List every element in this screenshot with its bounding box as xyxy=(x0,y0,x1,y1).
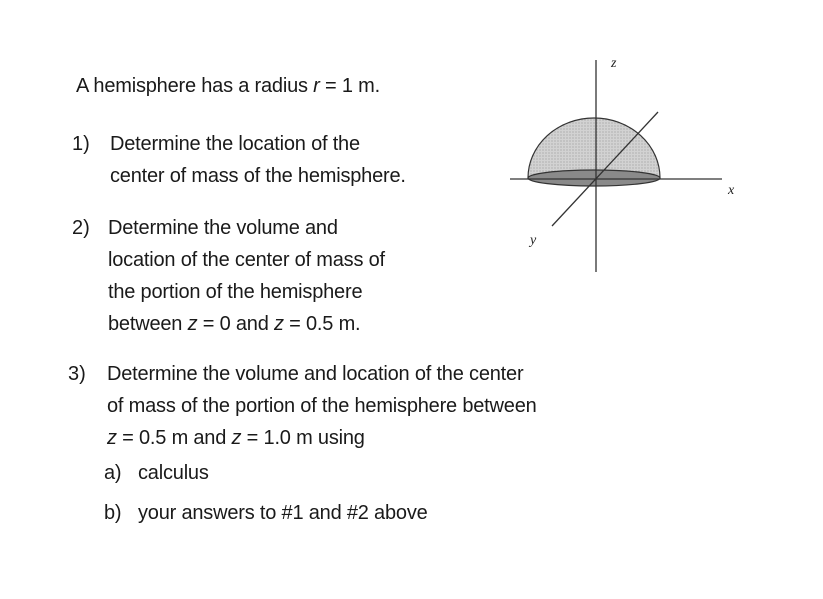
q2-ll-v1: z xyxy=(187,313,198,335)
question-2-line-4 xyxy=(108,308,385,340)
subitem-a-text: calculus xyxy=(138,462,209,484)
q2-ll-b: = 0 and xyxy=(197,313,274,335)
question-1-number: 1) xyxy=(72,133,90,155)
q2-ll-a: between xyxy=(108,313,188,335)
q3-ll-v1: z xyxy=(107,427,117,449)
q2-ll-v2: z xyxy=(274,313,284,335)
hemisphere-base xyxy=(528,170,660,186)
question-2-line-2: location of the center of mass of xyxy=(108,249,385,271)
question-1-text xyxy=(110,128,406,192)
intro-statement xyxy=(76,70,380,102)
intro-prefix: A hemisphere has a radius xyxy=(76,75,314,97)
question-1-line-1: Determine the location of the xyxy=(110,133,360,155)
question-3-text xyxy=(107,358,537,454)
question-2-number: 2) xyxy=(72,217,90,239)
q3-ll-b: = 1.0 m using xyxy=(241,427,365,449)
subitem-b-label: b) xyxy=(104,502,122,524)
question-3-line-2: of mass of the portion of the hemisphere between xyxy=(107,395,537,417)
question-2-line-3: the portion of the hemisphere xyxy=(108,281,363,303)
question-2-line-1: Determine the volume and xyxy=(108,217,338,239)
radius-variable: r xyxy=(313,75,320,97)
q3-ll-v2: z xyxy=(231,427,242,449)
y-axis-label: y xyxy=(530,233,537,248)
hemisphere-dome xyxy=(528,118,660,178)
question-1-line-2: center of mass of the hemisphere. xyxy=(110,165,406,187)
question-3-line-3 xyxy=(107,422,537,454)
subitem-a-label: a) xyxy=(104,462,122,484)
x-axis-label: x xyxy=(728,183,735,198)
hemisphere-figure xyxy=(500,50,750,280)
subitem-b-text: your answers to #1 and #2 above xyxy=(138,502,428,524)
question-2-text xyxy=(108,212,385,340)
intro-suffix: = 1 m. xyxy=(319,75,380,97)
question-3-number: 3) xyxy=(68,363,86,385)
question-3-line-1: Determine the volume and location of the center xyxy=(107,363,524,385)
q3-ll-a: = 0.5 m and xyxy=(116,427,232,449)
z-axis-label: z xyxy=(611,56,617,71)
q2-ll-c: = 0.5 m. xyxy=(283,313,361,335)
